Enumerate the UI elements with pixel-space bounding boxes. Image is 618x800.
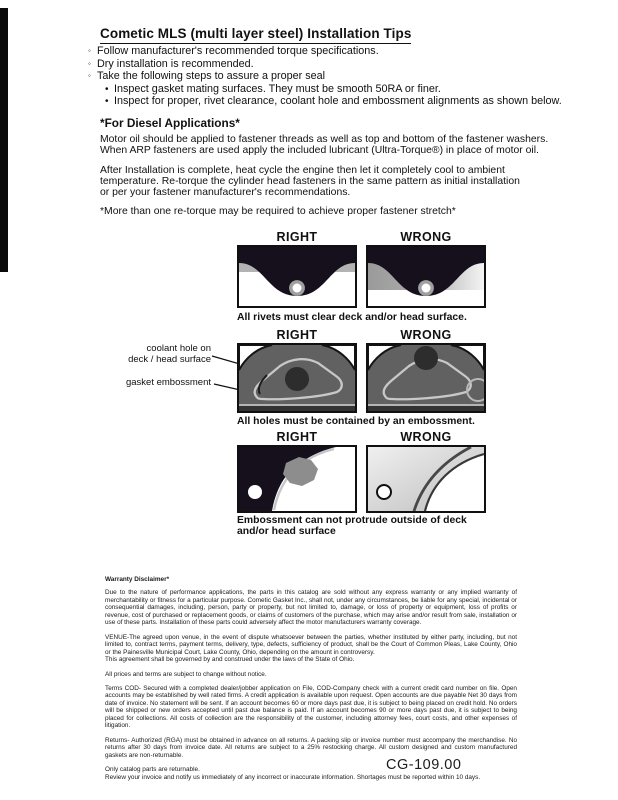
open-bullet-icon: ◦ [88, 46, 91, 55]
rivet-touching-illustration [368, 247, 484, 306]
list-item [88, 45, 562, 58]
warranty-disclaimer-heading: Warranty Disclaimer* [105, 576, 170, 583]
diagram-rivet-wrong [366, 245, 486, 308]
page-title: Cometic MLS (multi layer steel) Installation Tips [100, 26, 411, 44]
list-item-text: Inspect for proper, rivet clearance, coolant hole and embossment alignments as shown below. [114, 95, 562, 107]
list-item [88, 58, 562, 71]
page-code: CG-109.00 [386, 757, 462, 773]
legal-paragraph: Due to the nature of performance applications, the parts in this catalog are sold without any express warranty or any implied warranty of merchantability or fitness for a particular purpose. Cometic Gasket Inc., shall not, under any circumstances, be liable for any special, incidental or consequential damages, including, person, party or property, but not limited to, damage, or loss of property or equipment, loss of profits or revenue, cost of purchased or replacement goods, or claims of customers of the purchase, which may arise and/or result from sale, installation or use of these parts. Installation of these parts could adversely affect the motor manufacturers warranty coverage. [105, 589, 517, 627]
right-label: RIGHT [276, 328, 318, 342]
list-item [88, 70, 562, 83]
list-item [105, 83, 562, 96]
embossment-inside-illustration [239, 447, 355, 511]
hole-contained-illustration [239, 345, 355, 411]
right-label: RIGHT [276, 230, 318, 244]
diagram-embossment-wrong [366, 445, 486, 513]
installation-tips-list [88, 45, 562, 108]
rivet-caption: All rivets must clear deck and/or head surface. [237, 312, 467, 323]
paragraph-line: or per your fastener manufacturer's recommendations. [100, 187, 351, 199]
legal-paragraph: Terms COD- Secured with a completed dealer/jobber application on File, COD-Company check with a current credit card number on file. Open accounts may be established by well rated firms. A credit application is available upon request. Open accounts are due payable Net 30 days from date of invoice. No statement will be sent. If an account becomes 60 or more days past due, it is subject to being placed on credit hold. No orders will be shipped or new orders accepted until past due balance is paid. If an account becomes 90 or more days past due, it is subject to being placed for collections. All costs of collection are the responsibility of the customer, including attorney fees, court costs, and other expenses of litigation. [105, 684, 517, 730]
legal-paragraph: This agreement shall be governed by and construed under the laws of the State of Ohio. [105, 656, 355, 664]
wrong-label: WRONG [400, 328, 452, 342]
list-item-text: Take the following steps to assure a proper seal [97, 70, 326, 82]
paragraph-line: After Installation is complete, heat cycle the engine then let it completely cool to ambient [100, 165, 505, 176]
legal-paragraph: Returns- Authorized (RGA) must be obtained in advance on all returns. A packing slip or invoice number must accompany the merchandise. No returns after 30 days from invoice date. All returns are subject to a 25% restocking charge. All custom designed and custom manufactured gaskets are non-returnable. [105, 736, 517, 759]
paragraph-line: Motor oil should be applied to fastener threads as well as top and bottom of the fastener washers. [100, 134, 549, 145]
gasket-embossment-annotation [86, 378, 211, 389]
list-item-text: Dry installation is recommended. [97, 57, 254, 70]
coolant-hole-annotation [86, 344, 211, 365]
right-label: RIGHT [276, 430, 318, 444]
diagram-rivet-right [237, 245, 357, 308]
retorque-note [100, 206, 456, 217]
list-item-text: Inspect gasket mating surfaces. They must be smooth 50RA or finer. [114, 82, 441, 95]
diesel-paragraph-1 [100, 134, 548, 156]
legal-paragraph: Only catalog parts are returnable. [105, 766, 200, 774]
open-bullet-icon: ◦ [88, 71, 91, 80]
diagram-hole-wrong [366, 343, 486, 413]
wrong-label: WRONG [400, 230, 452, 244]
diesel-applications-heading: *For Diesel Applications* [100, 116, 240, 130]
diagram-hole-right [237, 343, 357, 413]
legal-paragraph: Review your invoice and notify us immediately of any incorrect or inaccurate information. Shortages must be reported within 10 days. [105, 773, 481, 781]
paragraph-line: *More than one re-torque may be required to achieve proper fastener stretch* [100, 206, 456, 217]
diesel-paragraph-2 [100, 165, 520, 199]
list-item-text: Follow manufacturer's recommended torque specifications. [97, 45, 379, 57]
legal-paragraph: VENUE-The agreed upon venue, in the event of dispute whatsoever between the parties, whether instituted by either party, including, but not limited to, contract terms, payment terms, delivery, type, defects, sufficiency of product, shall be the Court of Common Pleas, Lake County, Ohio or the Painesville Municipal Court, Lake County, Ohio, depending on the amount in controversy. [105, 633, 517, 656]
scan-edge-mark [0, 8, 8, 272]
annotation-line: gasket embossment [125, 377, 211, 388]
hole-outside-illustration [368, 345, 484, 411]
list-item [105, 95, 562, 108]
hole-caption: All holes must be contained by an embossment. [237, 416, 475, 427]
embossment-caption-line1: Embossment can not protrude outside of deck [237, 515, 467, 526]
annotation-line: deck / head surface [128, 353, 211, 365]
open-bullet-icon: ◦ [88, 58, 91, 68]
paragraph-line: temperature. Re-torque the cylinder head fasteners in the same pattern as initial installation [100, 176, 520, 188]
diagram-embossment-right [237, 445, 357, 513]
legal-paragraph: All prices and terms are subject to change without notice. [105, 670, 267, 678]
embossment-protruding-illustration [368, 447, 484, 511]
paragraph-line: When ARP fasteners are used apply the included lubricant (Ultra-Torque®) in place of motor oil. [100, 145, 539, 157]
annotation-line: coolant hole on [146, 343, 211, 354]
embossment-caption-line2: and/or head surface [237, 526, 336, 537]
filled-bullet-icon: • [105, 96, 109, 107]
wrong-label: WRONG [400, 430, 452, 444]
rivet-clear-illustration [239, 247, 355, 306]
filled-bullet-icon: • [105, 83, 109, 95]
